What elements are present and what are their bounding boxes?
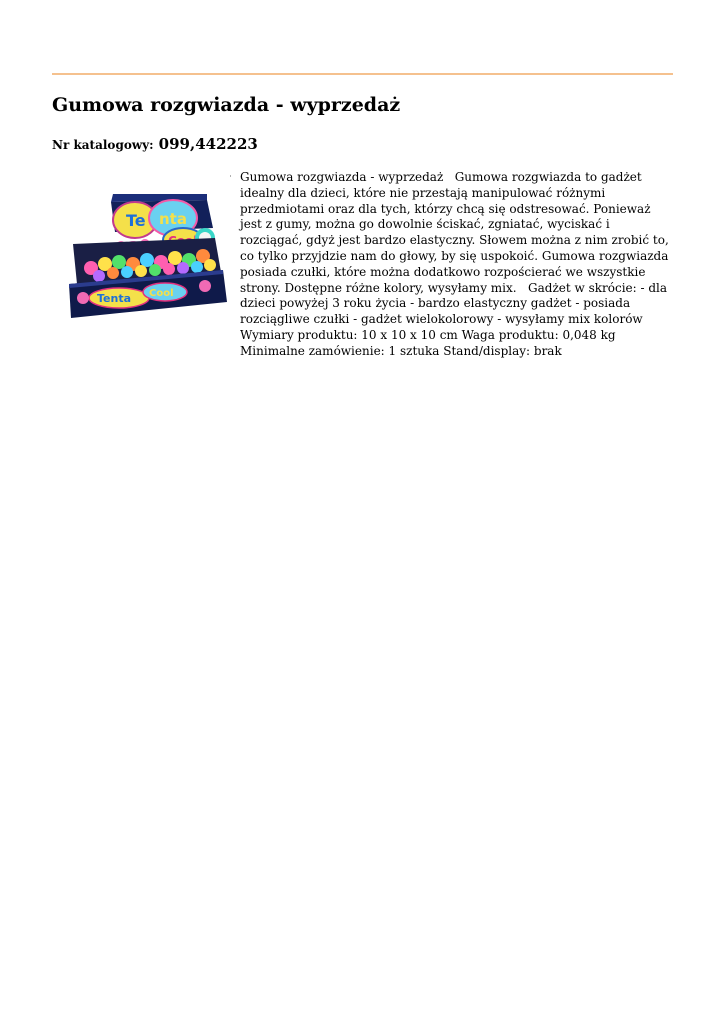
catalog-number-label: Nr katalogowy:	[52, 138, 154, 152]
catalog-info	[52, 134, 258, 155]
product-description: Gumowa rozgwiazda - wyprzedaż Gumowa rozgwiazda to gadżet idealny dla dzieci, które nie przestają manipulować różnymi przedmiotami oraz dla tych, którzy chcą się odstresować. Ponieważ jest z gumy, można go dowolnie ściskać, zgniatać, wyciskać i rozciągać, gdyż jest bardzo elastyczny. Słowem można z nim zrobić to, co tylko przyjdzie nam do głowy, by się uspokoić. Gumowa rozgwiazda posiada czułki, które można dodatkowo rozpościerać we wszystkie strony. Dostępne różne kolory, wysyłamy mix. Gadżet w skrócie: - dla dzieci powyżej 3 roku życia - bardzo elastyczny gadżet - posiada rozciągliwe czułki - gadżet wielokolorowy - wysyłamy mix kolorów Wymiary produktu: 10 x 10 x 10 cm Waga produktu: 0,048 kg Minimalne zamówienie: 1 sztuka Stand/display: brak	[240, 170, 673, 358]
catalog-number-value: 099,442223	[158, 135, 258, 153]
header-divider	[52, 73, 673, 75]
svg-text:nta: nta	[159, 210, 187, 228]
svg-text:Te: Te	[126, 211, 146, 230]
svg-text:Cool: Cool	[149, 288, 174, 299]
page-title: Gumowa rozgwiazda - wyprzedaż	[52, 94, 401, 116]
product-image	[55, 172, 231, 332]
svg-text:Tenta: Tenta	[97, 292, 132, 305]
